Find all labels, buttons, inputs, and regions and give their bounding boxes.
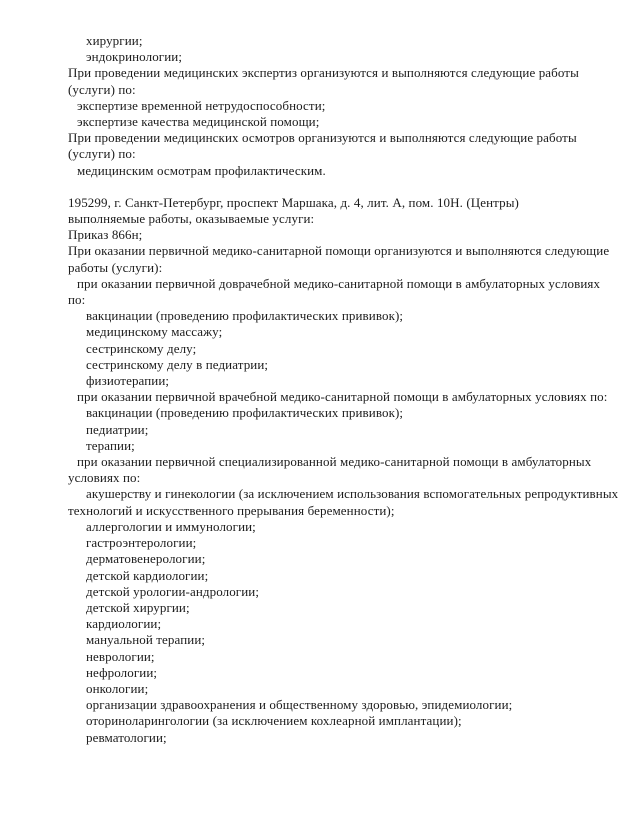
document-line: сестринскому делу;	[86, 340, 197, 356]
document-line: при оказании первичной специализированной медико-санитарной помощи в амбулаторных	[77, 454, 592, 470]
document-line: гастроэнтерологии;	[86, 535, 197, 551]
document-line: педиатрии;	[86, 421, 149, 437]
document-line: технологий и искусственного прерывания беременности);	[68, 502, 395, 518]
document-line: детской хирургии;	[86, 599, 190, 615]
document-line: (услуги) по:	[68, 81, 136, 97]
document-line: медицинским осмотрам профилактическим.	[77, 162, 326, 178]
document-line: организации здравоохранения и общественному здоровью, эпидемиологии;	[86, 697, 513, 713]
document-line: акушерству и гинекологии (за исключением использования вспомогательных репродуктивных	[86, 486, 619, 502]
document-line: детской урологии-андрологии;	[86, 583, 260, 599]
document-line: эндокринологии;	[86, 49, 183, 65]
document-line: работы (услуги):	[68, 259, 163, 275]
document-line: При проведении медицинских осмотров организуются и выполняются следующие работы	[68, 130, 577, 146]
document-line: При проведении медицинских экспертиз организуются и выполняются следующие работы	[68, 65, 579, 81]
document-line: Приказ 866н;	[68, 227, 143, 243]
document-line: мануальной терапии;	[86, 632, 206, 648]
document-line: медицинскому массажу;	[86, 324, 223, 340]
document-line: нефрологии;	[86, 664, 158, 680]
document-line: выполняемые работы, оказываемые услуги:	[68, 211, 315, 227]
document-line: онкологии;	[86, 680, 149, 696]
document-line: неврологии;	[86, 648, 155, 664]
document-line: кардиологии;	[86, 616, 162, 632]
document-line: терапии;	[86, 437, 135, 453]
document-line: вакцинации (проведению профилактических прививок);	[86, 308, 404, 324]
document-line: при оказании первичной доврачебной медико-санитарной помощи в амбулаторных условиях	[77, 275, 601, 291]
document-line: условиях по:	[68, 470, 141, 486]
document-line: оториноларингологии (за исключением кохлеарной имплантации);	[86, 713, 462, 729]
document-line: При оказании первичной медико-санитарной помощи организуются и выполняются следующие	[68, 243, 610, 259]
document-line: ревматологии;	[86, 729, 167, 745]
document-section-medical-license-works-continued	[68, 33, 626, 179]
document-line: детской кардиологии;	[86, 567, 209, 583]
document-line: физиотерапии;	[86, 373, 170, 389]
document-line: 195299, г. Санкт-Петербург, проспект Маршака, д. 4, лит. А, пом. 10Н. (Центры)	[68, 194, 519, 210]
document-line: экспертизе временной нетрудоспособности;	[77, 97, 326, 113]
document-line: хирургии;	[86, 33, 143, 48]
document-line: аллергологии и иммунологии;	[86, 518, 256, 534]
document-line: по:	[68, 292, 86, 308]
document-line: вакцинации (проведению профилактических прививок);	[86, 405, 404, 421]
document-line: при оказании первичной врачебной медико-санитарной помощи в амбулаторных условиях по:	[77, 389, 608, 405]
document-line: экспертизе качества медицинской помощи;	[77, 114, 320, 130]
document-line: дерматовенерологии;	[86, 551, 206, 567]
document-line: (услуги) по:	[68, 146, 136, 162]
document-section-address-works-block	[68, 195, 626, 746]
document-text-body	[68, 33, 626, 746]
document-line: сестринскому делу в педиатрии;	[86, 356, 269, 372]
